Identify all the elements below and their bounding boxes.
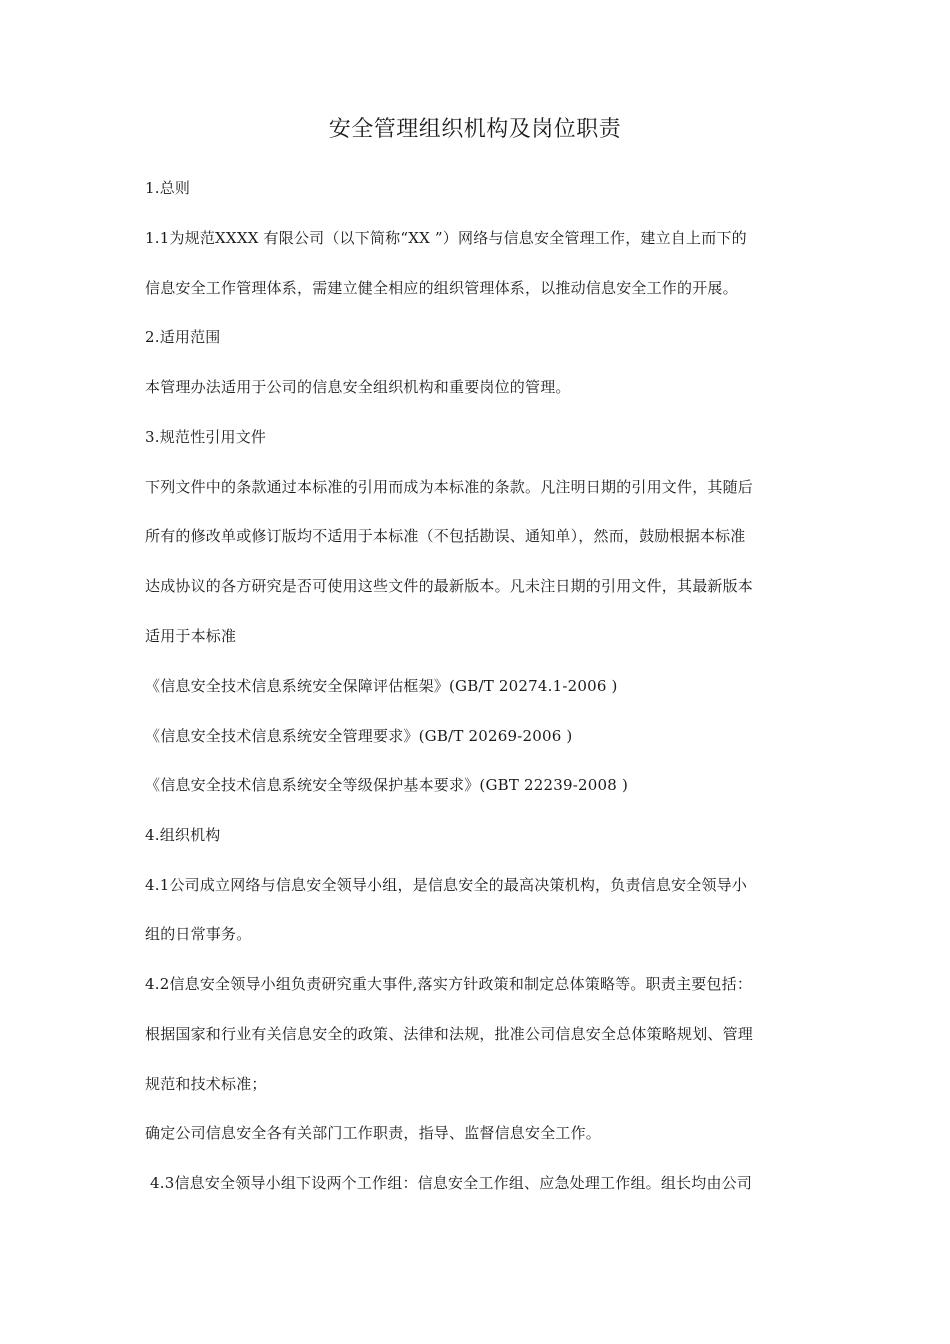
reference-item: 《信息安全技术信息系统安全等级保护基本要求》(GBT 22239-2008 ) bbox=[145, 776, 629, 794]
paragraph-line: 规范和技术标准； bbox=[145, 1075, 267, 1093]
paragraph-line: 信息安全工作管理体系，需建立健全相应的组织管理体系，以推动信息安全工作的开展。 bbox=[145, 279, 738, 297]
paragraph-line: 达成协议的各方研究是否可使用这些文件的最新版本。凡未注日期的引用文件，其最新版本 bbox=[145, 577, 754, 595]
paragraph-line: 4.1公司成立网络与信息安全领导小组，是信息安全的最高决策机构，负责信息安全领导小 bbox=[145, 876, 748, 894]
paragraph-line: 4.3信息安全领导小组下设两个工作组：信息安全工作组、应急处理工作组。组长均由公司 bbox=[150, 1174, 753, 1192]
paragraph-line: 确定公司信息安全各有关部门工作职责，指导、监督信息安全工作。 bbox=[145, 1124, 602, 1142]
paragraph-line: 适用于本标准 bbox=[145, 627, 237, 645]
paragraph-line: 1.1为规范XXXX 有限公司（以下简称“XX ”）网络与信息安全管理工作，建立自上而下的 bbox=[145, 229, 747, 247]
section-heading-organization: 4.组织机构 bbox=[145, 826, 221, 844]
paragraph-line: 本管理办法适用于公司的信息安全组织机构和重要岗位的管理。 bbox=[145, 378, 571, 396]
paragraph-line: 组的日常事务。 bbox=[145, 925, 252, 943]
reference-item: 《信息安全技术信息系统安全管理要求》(GB/T 20269-2006 ) bbox=[145, 727, 573, 745]
paragraph-line: 4.2信息安全领导小组负责研究重大事件,落实方针政策和制定总体策略等。职责主要包括： bbox=[145, 975, 753, 993]
section-heading-scope: 2.适用范围 bbox=[145, 328, 221, 346]
reference-item: 《信息安全技术信息系统安全保障评估框架》(GB/T 20274.1-2006 ) bbox=[145, 677, 618, 695]
section-heading-references: 3.规范性引用文件 bbox=[145, 428, 267, 446]
document-title: 安全管理组织机构及岗位职责 bbox=[328, 117, 622, 142]
paragraph-line: 根据国家和行业有关信息安全的政策、法律和法规，批准公司信息安全总体策略规划、管理 bbox=[145, 1025, 754, 1043]
section-heading-general: 1.总则 bbox=[145, 179, 191, 197]
paragraph-line: 所有的修改单或修订版均不适用于本标准（不包括勘误、通知单），然而，鼓励根据本标准 bbox=[145, 527, 746, 545]
paragraph-line: 下列文件中的条款通过本标准的引用而成为本标准的条款。凡注明日期的引用文件，其随后 bbox=[145, 478, 754, 496]
